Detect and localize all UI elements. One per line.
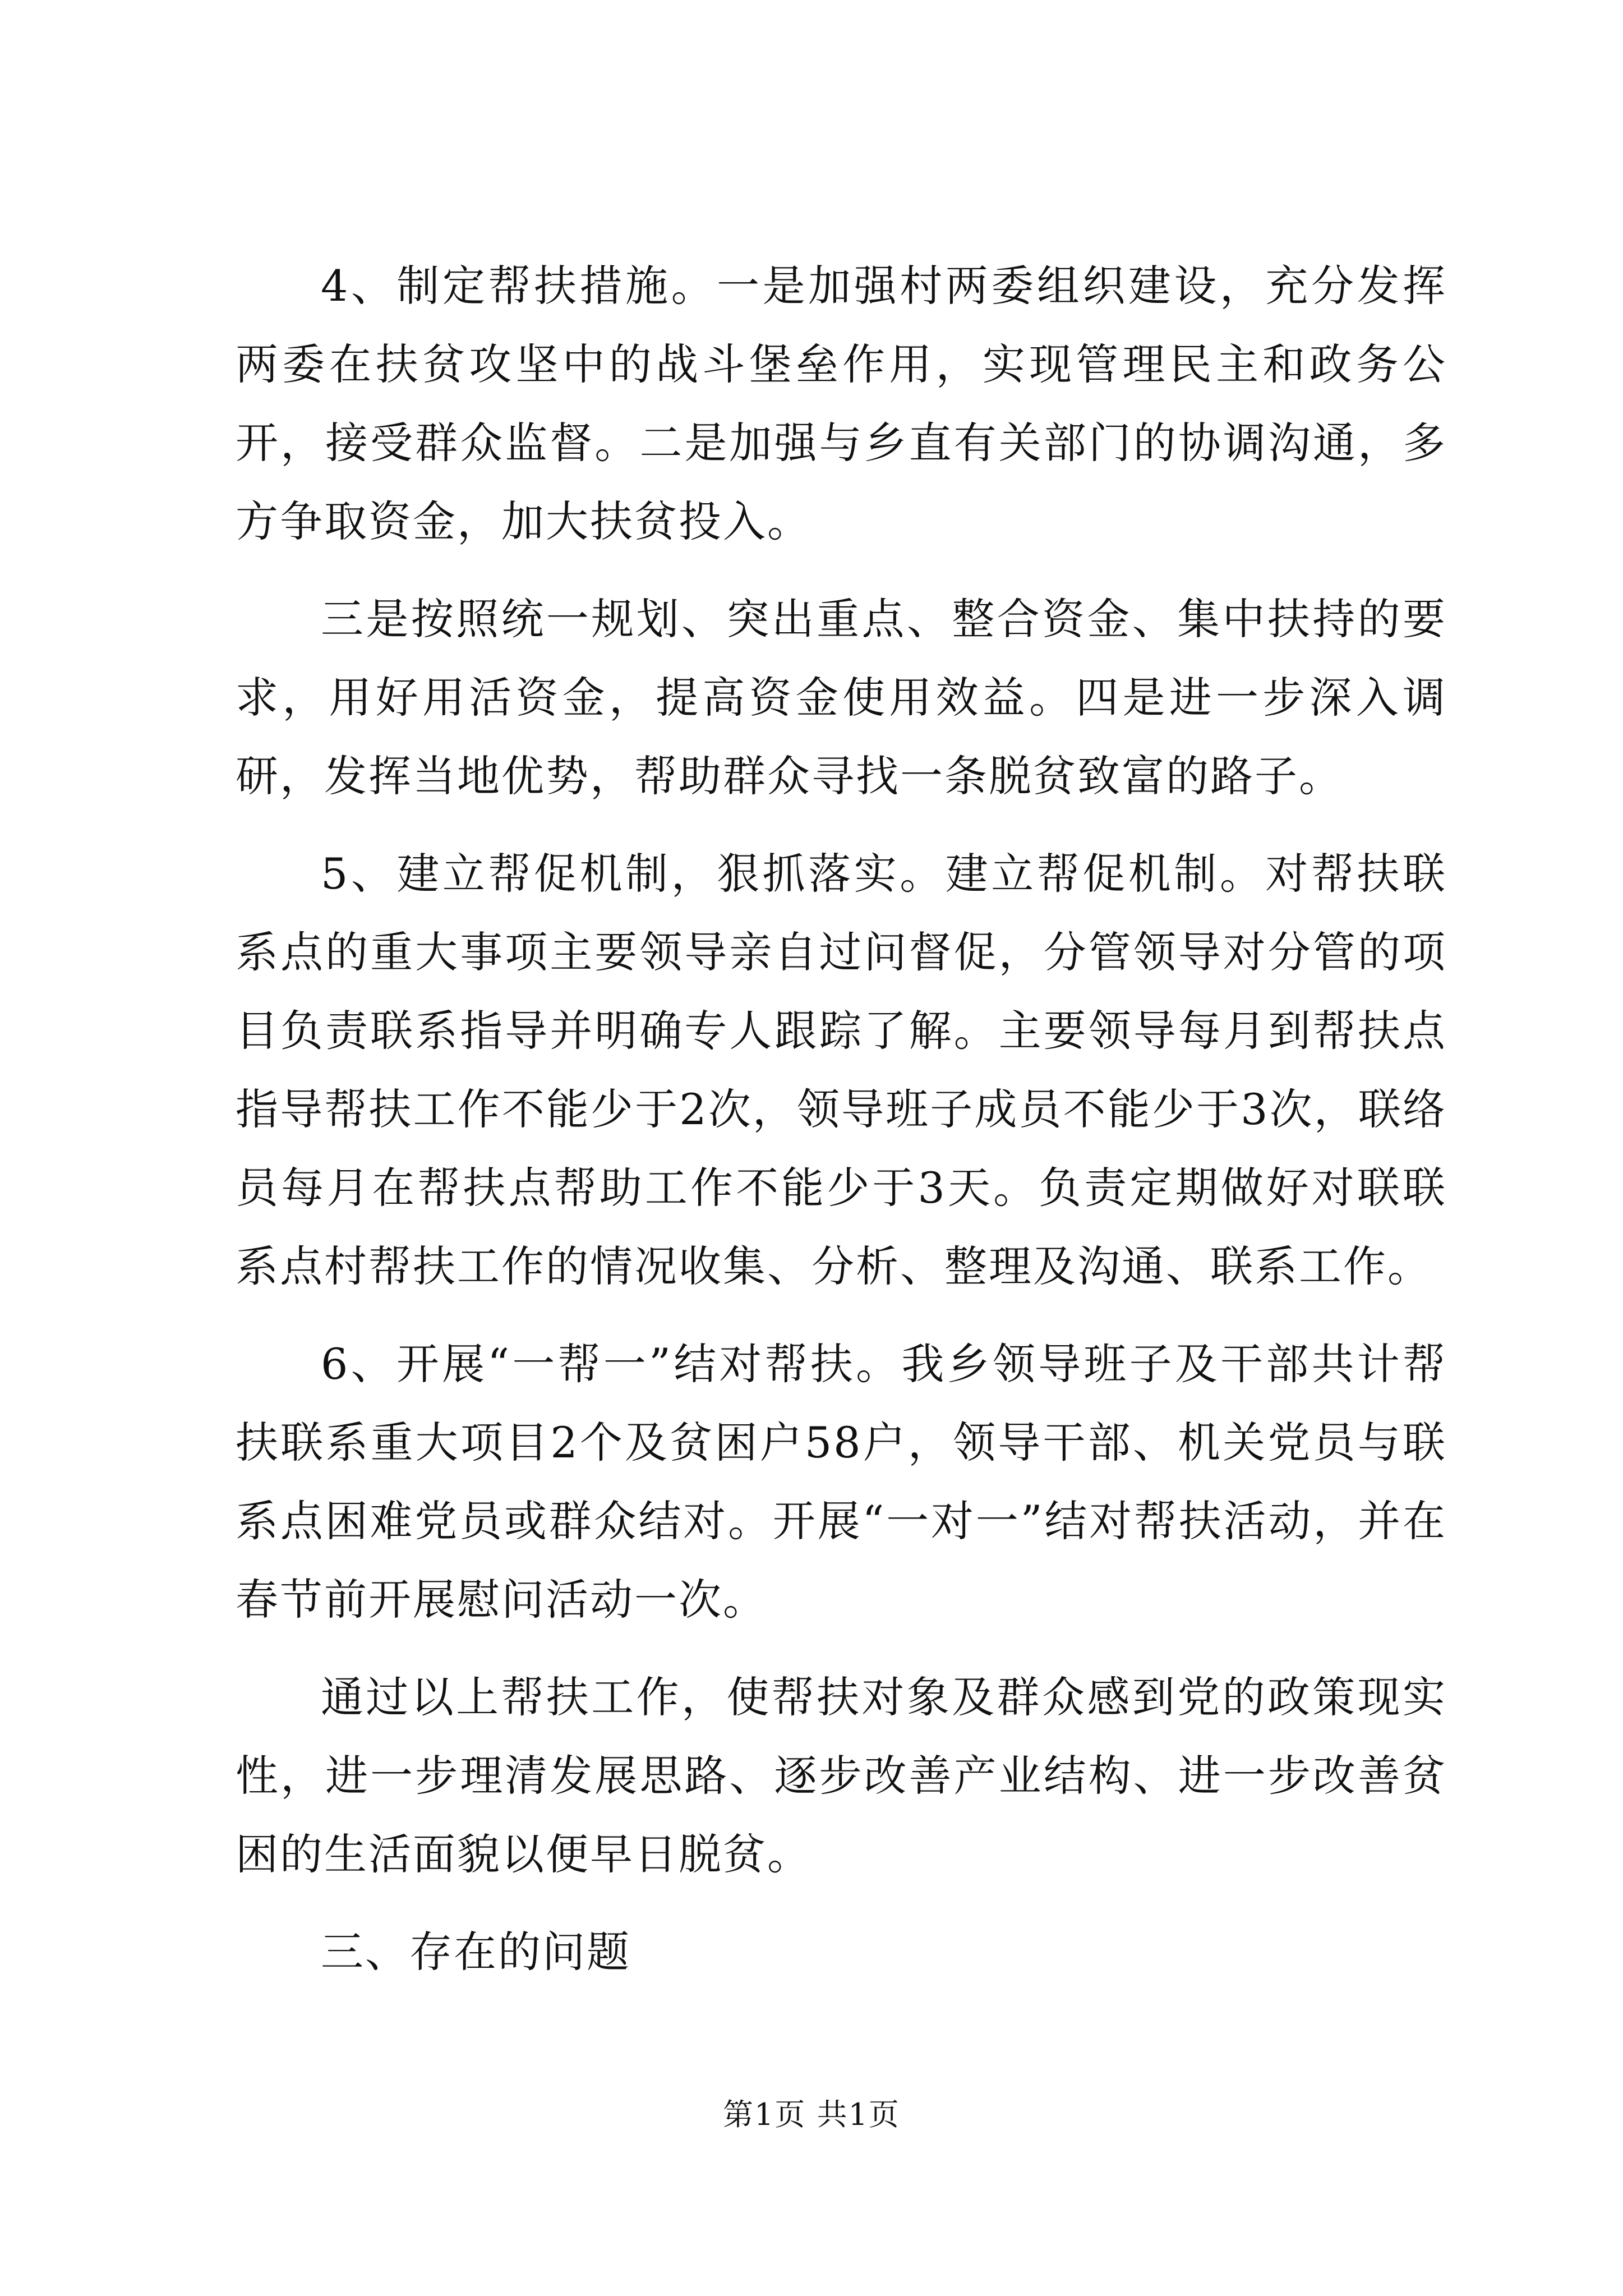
document-body [236,247,1447,2010]
paragraph-measures: 4、制定帮扶措施。一是加强村两委组织建设，充分发挥两委在扶贫攻坚中的战斗堡垒作用，实现管理民主和政务公开，接受群众监督。二是加强与乡直有关部门的协调沟通，多方争取资金，加大扶贫投入。 [236,261,1447,546]
paragraph-mechanism: 5、建立帮促机制，狠抓落实。建立帮促机制。对帮扶联系点的重大事项主要领导亲自过问督促，分管领导对分管的项目负责联系指导并明确专人跟踪了解。主要领导每月到帮扶点指导帮扶工作不能少于2次，领导班子成员不能少于3次，联络员每月在帮扶点帮助工作不能少于3天。负责定期做好对联联系点村帮扶工作的情况收集、分析、整理及沟通、联系工作。 [236,849,1447,1291]
paragraph-pairing: 6、开展“一帮一”结对帮扶。我乡领导班子及干部共计帮扶联系重大项目2个及贫困户58户，领导干部、机关党员与联系点困难党员或群众结对。开展“一对一”结对帮扶活动，并在春节前开展慰问活动一次。 [236,1339,1447,1625]
paragraph-summary: 通过以上帮扶工作，使帮扶对象及群众感到党的政策现实性，进一步理清发展思路、逐步改善产业结构、进一步改善贫困的生活面貌以便早日脱贫。 [236,1672,1447,1879]
section-heading-problems: 三、存在的问题 [321,1927,631,1977]
page-footer: 第1页 共1页 [723,2097,900,2132]
paragraph-planning: 三是按照统一规划、突出重点、整合资金、集中扶持的要求，用好用活资金，提高资金使用效益。四是进一步深入调研，发挥当地优势，帮助群众寻找一条脱贫致富的路子。 [236,594,1447,801]
